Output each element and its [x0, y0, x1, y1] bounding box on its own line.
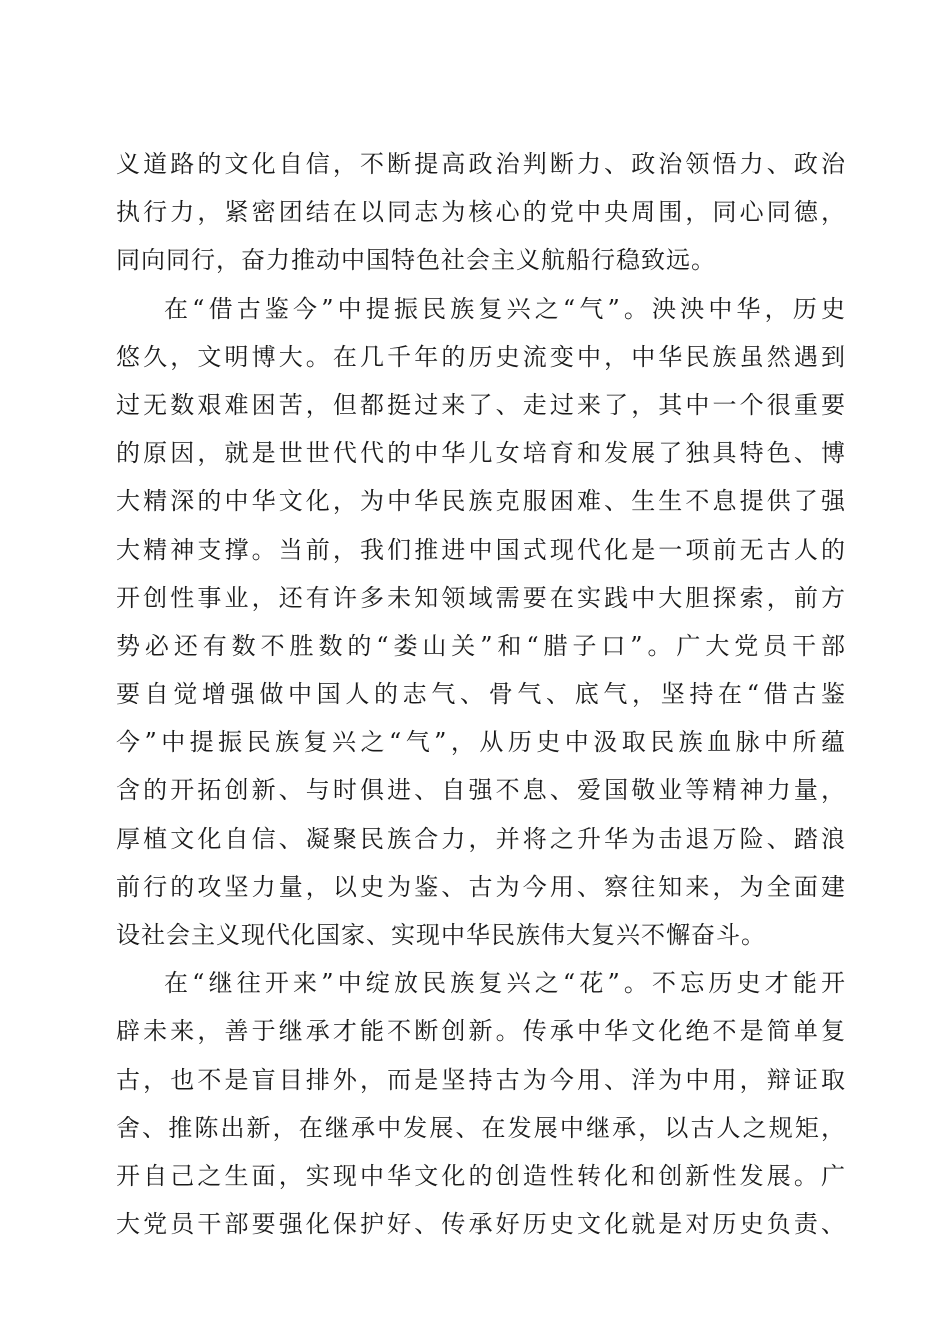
text-line: 势必还有数不胜数的“娄山关”和“腊子口”。广大党员干部	[116, 631, 846, 660]
paragraph-3	[116, 959, 846, 1248]
text-line: 辟未来，善于继承才能不断创新。传承中华文化绝不是简单复	[116, 1017, 846, 1046]
text-line: 开创性事业，还有许多未知领域需要在实践中大胆探索，前方	[116, 583, 846, 612]
text-line: 前行的攻坚力量，以史为鉴、古为今用、察往知来，为全面建	[116, 872, 846, 901]
document-body	[116, 140, 846, 1248]
text-line: 悠久，文明博大。在几千年的历史流变中，中华民族虽然遇到	[116, 342, 846, 371]
text-line: 大精深的中华文化，为中华民族克服困难、生生不息提供了强	[116, 487, 846, 516]
paragraph-2	[116, 285, 846, 960]
text-line: 厚植文化自信、凝聚民族合力，并将之升华为击退万险、踏浪	[116, 824, 846, 853]
text-line: 设社会主义现代化国家、实现中华民族伟大复兴不懈奋斗。	[116, 921, 766, 949]
paragraph-1	[116, 140, 846, 285]
text-line: 要自觉增强做中国人的志气、骨气、底气，坚持在“借古鉴	[116, 680, 846, 709]
text-line: 执行力，紧密团结在以同志为核心的党中央周围，同心同德，	[116, 198, 846, 227]
text-line: 舍、推陈出新，在继承中发展、在发展中继承，以古人之规矩，	[116, 1113, 846, 1142]
text-line: 含的开拓创新、与时俱进、自强不息、爱国敬业等精神力量，	[116, 776, 846, 805]
text-line: 开自己之生面，实现中华文化的创造性转化和创新性发展。广	[116, 1161, 846, 1190]
text-line: 同向同行，奋力推动中国特色社会主义航船行稳致远。	[116, 246, 716, 275]
text-line: 在“借古鉴今”中提振民族复兴之“气”。泱泱中华，历史	[164, 294, 846, 323]
text-line: 在“继往开来”中绽放民族复兴之“花”。不忘历史才能开	[164, 969, 846, 998]
text-line: 义道路的文化自信，不断提高政治判断力、政治领悟力、政治	[116, 150, 846, 178]
text-line: 大党员干部要强化保护好、传承好历史文化就是对历史负责、	[116, 1210, 846, 1239]
text-line: 今”中提振民族复兴之“气”，从历史中汲取民族血脉中所蕴	[116, 728, 846, 757]
text-line: 古，也不是盲目排外，而是坚持古为今用、洋为中用，辩证取	[116, 1065, 846, 1094]
text-line: 的原因，就是世世代代的中华儿女培育和发展了独具特色、博	[116, 439, 846, 468]
text-line: 大精神支撑。当前，我们推进中国式现代化是一项前无古人的	[116, 535, 846, 564]
text-line: 过无数艰难困苦，但都挺过来了、走过来了，其中一个很重要	[116, 390, 846, 419]
